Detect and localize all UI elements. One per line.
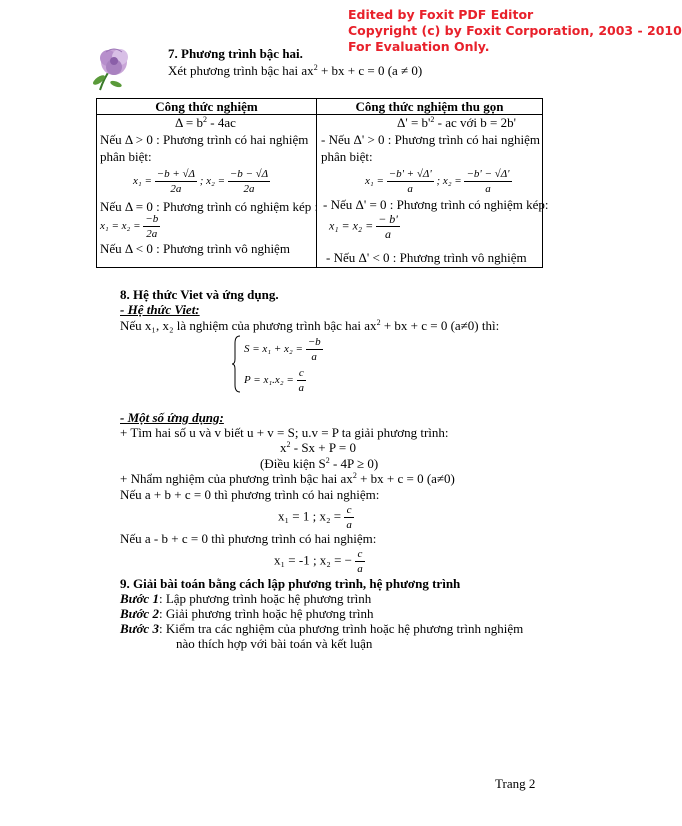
watermark-line-2: Copyright (c) by Foxit Corporation, 2003 - 2010 — [348, 23, 682, 38]
watermark-line-1: Edited by Foxit PDF Editor — [348, 7, 534, 22]
step-2: Bước 2: Giải phương trình hoặc hệ phương trình — [120, 606, 374, 621]
step-3: Bước 3: Kiểm tra các nghiệm của phương trình hoặc hệ phương trình nghiệm — [120, 621, 524, 636]
page-number: Trang 2 — [495, 776, 536, 791]
application-2: + Nhẩm nghiệm của phương trình bậc hai $ax^2$ + bx + c = 0 (a≠0) — [120, 471, 455, 486]
section9-title: 9. Giải bài toán bằng cách lập phương trình, hệ phương trình — [120, 576, 461, 591]
application-2-case2: Nếu a - b + c = 0 thì phương trình có hai nghiệm: — [120, 531, 377, 546]
col2-header: Công thức nghiệm thu gọn — [355, 99, 504, 114]
section7-intro: Xét phương trình bậc hai $ax^2$ + bx + c = 0 (a ≠ 0) — [168, 63, 423, 78]
system-brace-icon — [231, 335, 241, 393]
step-1: Bước 1: Lập phương trình hoặc hệ phương trình — [120, 591, 372, 606]
c1-double-root-formula: x₁ = x₂ = $\frac{-b}{2a}$ — [100, 213, 159, 240]
col1-header: Công thức nghiệm — [155, 99, 258, 114]
flower-decoration-icon — [86, 40, 138, 92]
c1-case3: Nếu Δ < 0 : Phương trình vô nghiệm — [100, 241, 290, 256]
c2-double-root-formula: x₁ = x₂ = $\frac{- b'}{a}$ — [329, 212, 398, 241]
viet-sum-formula: S = x₁ + x₂ = $\frac{-b}{a}$ — [244, 336, 321, 363]
c2-roots-formula: x₁ = $\frac{-b' + √\Delta'}{a}$ ; x₂ = $\frac{-b' - √\Delta'}{a}$ — [365, 168, 510, 195]
foxit-watermark — [348, 7, 682, 55]
c1-roots-formula: x₁ = $\frac{-b + √\Delta}{2a}$ ; x₂ = $\frac{-b - √\Delta}{2a}$ — [133, 168, 269, 195]
c1-case1-line1: Nếu Δ > 0 : Phương trình có hai nghiệm — [100, 132, 309, 147]
step-3-continued: nào thích hợp với bài toán và kết luận — [176, 636, 373, 651]
delta-formula: $\Delta = b^2 - 4ac$ — [175, 115, 236, 130]
viet-product-formula: P = x₁.x₂ = $\frac{c}{a}$ — [244, 367, 305, 394]
c2-case2: - Nếu Δ' = 0 : Phương trình có nghiệm kép: — [323, 197, 549, 212]
formula-table — [96, 98, 549, 268]
section7-title: 7. Phương trình bậc hai. — [168, 46, 303, 61]
section8-subtitle: - Hệ thức Viet: — [120, 302, 200, 317]
application-2-solution2: x₁ = -1 ; x₂ = − $\frac{c}{a}$ — [274, 548, 363, 575]
section8-line1: Nếu x₁, x₂ là nghiệm của phương trình bậc hai $ax^2$ + bx + c = 0 (a≠0) thì: — [120, 318, 500, 333]
application-2-solution1: x₁ = 1 ; x₂ = $\frac{c}{a}$ — [278, 504, 352, 531]
application-1-equation: $x^2 - Sx + P = 0$ — [280, 440, 356, 455]
application-1-condition: (Điều kiện $S^2 - 4P \ge 0$) — [260, 456, 379, 471]
delta-prime-formula: $\Delta' = b'^2$ - ac với b = 2b' — [397, 115, 516, 130]
c1-case1-line2: phân biệt: — [100, 149, 152, 164]
c2-case3: - Nếu Δ' < 0 : Phương trình vô nghiệm — [326, 250, 527, 265]
applications-title: - Một số ứng dụng: — [120, 410, 224, 425]
c2-case1-line2: phân biệt: — [321, 149, 373, 164]
c1-case2: Nếu Δ = 0 : Phương trình có nghiệm kép : — [100, 199, 319, 214]
c2-case1-line1: - Nếu Δ' > 0 : Phương trình có hai nghiệm — [321, 132, 540, 147]
application-2-case1: Nếu a + b + c = 0 thì phương trình có hai nghiệm: — [120, 487, 380, 502]
application-1: + Tìm hai số u và v biết u + v = S; u.v = P ta giải phương trình: — [120, 425, 449, 440]
watermark-line-3: For Evaluation Only. — [348, 39, 490, 54]
section8-title: 8. Hệ thức Viet và ứng dụng. — [120, 287, 279, 302]
table-divider — [316, 99, 317, 267]
